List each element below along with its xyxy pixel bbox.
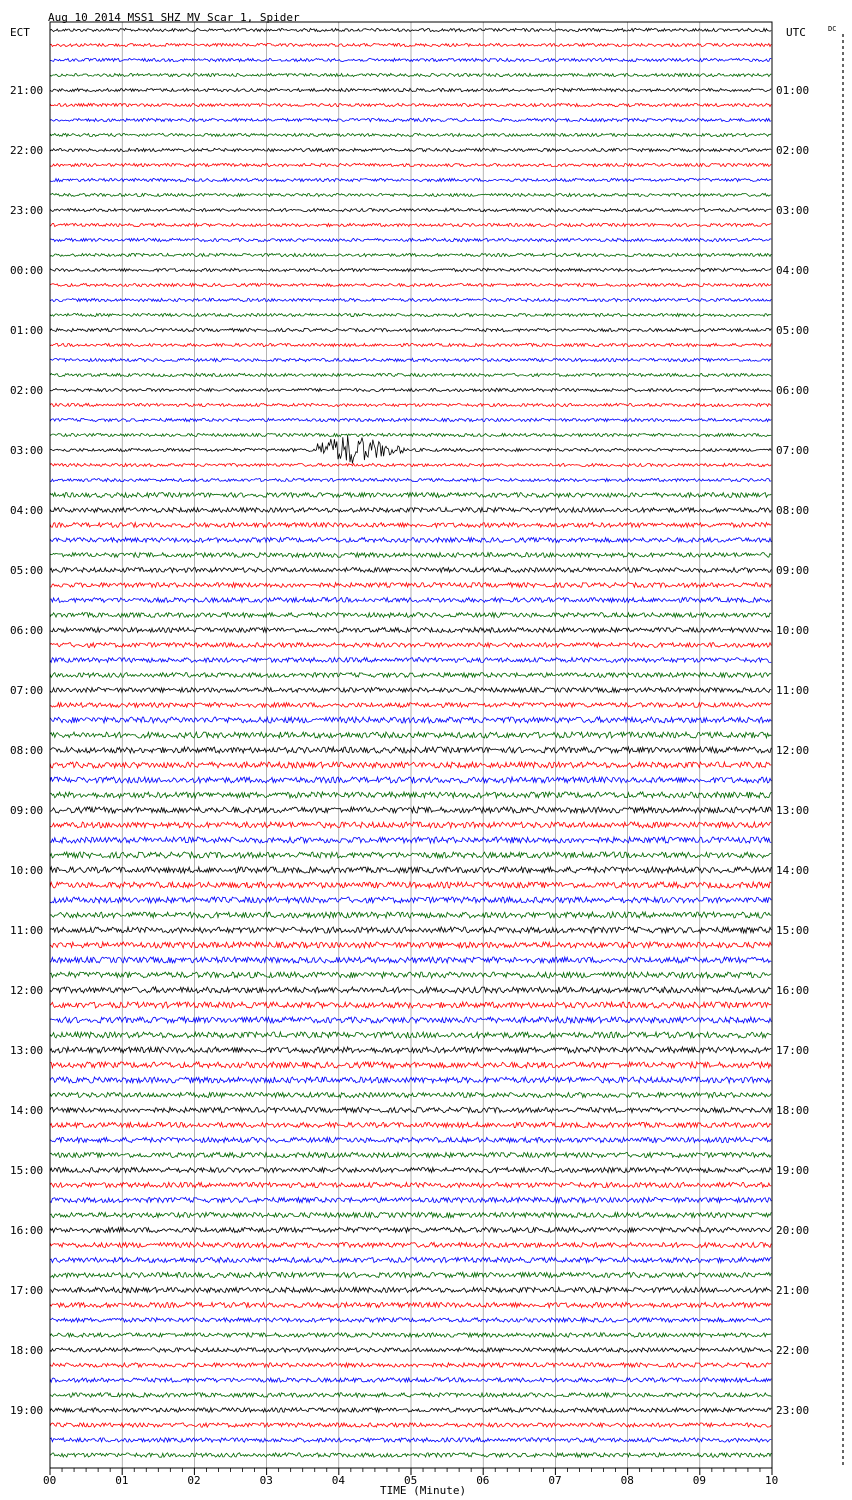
right-hour-label-12: 13:00 [776, 804, 810, 817]
right-hour-label-16: 17:00 [776, 1044, 810, 1057]
trace-15 [50, 253, 771, 256]
trace-67 [50, 1032, 771, 1038]
left-hour-label-16: 13:00 [10, 1044, 44, 1057]
trace-63 [50, 972, 771, 978]
trace-72 [50, 1107, 771, 1112]
trace-36 [50, 568, 771, 573]
left-hour-label-10: 07:00 [10, 684, 44, 697]
trace-41 [50, 643, 771, 648]
trace-26 [50, 418, 771, 421]
x-tick-label-9: 09 [692, 1474, 707, 1487]
trace-27 [50, 433, 771, 436]
trace-65 [50, 1002, 771, 1008]
trace-85 [50, 1302, 771, 1307]
trace-40 [50, 628, 771, 633]
trace-45 [50, 703, 771, 708]
trace-8 [50, 148, 771, 151]
trace-24 [50, 388, 771, 391]
trace-2 [50, 58, 771, 61]
right-hour-label-2: 03:00 [776, 204, 810, 217]
corner-label: DC [828, 25, 837, 33]
trace-34 [50, 538, 771, 543]
trace-66 [50, 1017, 771, 1023]
trace-5 [50, 103, 771, 106]
x-tick-group [43, 1468, 778, 1487]
right-hour-label-21: 22:00 [776, 1344, 810, 1357]
trace-17 [50, 283, 771, 286]
right-hour-label-8: 09:00 [776, 564, 810, 577]
trace-58 [50, 897, 771, 903]
right-hour-label-9: 10:00 [776, 624, 810, 637]
trace-57 [50, 882, 771, 888]
trace-50 [50, 777, 771, 783]
trace-13 [50, 223, 771, 226]
chart-title: Aug 10 2014 MSS1 SHZ MV Scar 1, Spider [48, 11, 300, 24]
x-tick-label-10: 10 [765, 1474, 779, 1487]
right-hour-label-4: 05:00 [776, 324, 810, 337]
trace-95 [50, 1453, 771, 1457]
left-hour-label-22: 19:00 [10, 1404, 44, 1417]
right-axis-label: UTC [786, 26, 806, 39]
trace-22 [50, 358, 771, 361]
trace-18 [50, 298, 771, 301]
trace-14 [50, 238, 771, 241]
trace-29 [50, 463, 771, 466]
right-hour-label-22: 23:00 [776, 1404, 810, 1417]
left-axis-label: ECT [10, 26, 30, 39]
trace-32 [50, 508, 771, 513]
trace-16 [50, 268, 771, 271]
left-hour-label-1: 22:00 [10, 144, 44, 157]
left-hour-label-7: 04:00 [10, 504, 44, 517]
right-hour-label-1: 02:00 [776, 144, 810, 157]
trace-83 [50, 1272, 771, 1277]
trace-25 [50, 403, 771, 406]
trace-69 [50, 1062, 771, 1068]
trace-91 [50, 1393, 771, 1397]
trace-55 [50, 852, 771, 858]
trace-92 [50, 1408, 771, 1412]
trace-46 [50, 717, 771, 723]
trace-93 [50, 1423, 771, 1427]
left-hour-label-5: 02:00 [10, 384, 44, 397]
trace-21 [50, 343, 771, 346]
right-hour-label-13: 14:00 [776, 864, 810, 877]
x-tick-label-2: 02 [187, 1474, 201, 1487]
trace-51 [50, 792, 771, 798]
left-hour-label-8: 05:00 [10, 564, 44, 577]
trace-42 [50, 658, 771, 663]
trace-82 [50, 1257, 771, 1262]
left-hour-label-6: 03:00 [10, 444, 44, 457]
left-hour-label-3: 00:00 [10, 264, 44, 277]
trace-31 [50, 493, 771, 498]
left-hour-label-14: 11:00 [10, 924, 44, 937]
trace-4 [50, 88, 771, 91]
x-tick-label-4: 04 [331, 1474, 346, 1487]
trace-10 [50, 178, 771, 181]
left-hour-label-18: 15:00 [10, 1164, 44, 1177]
right-hour-label-3: 04:00 [776, 264, 810, 277]
trace-35 [50, 553, 771, 558]
trace-49 [50, 762, 771, 768]
left-hour-label-11: 08:00 [10, 744, 44, 757]
x-tick-label-3: 03 [259, 1474, 273, 1487]
right-hour-label-20: 21:00 [776, 1284, 810, 1297]
right-hour-label-10: 11:00 [776, 684, 810, 697]
trace-20 [50, 328, 771, 331]
trace-6 [50, 118, 771, 121]
left-hour-label-20: 17:00 [10, 1284, 44, 1297]
trace-48 [50, 747, 771, 753]
right-hour-label-6: 07:00 [776, 444, 810, 457]
x-tick-label-1: 01 [115, 1474, 129, 1487]
right-hour-label-17: 18:00 [776, 1104, 810, 1117]
trace-56 [50, 867, 771, 873]
left-hour-label-12: 09:00 [10, 804, 44, 817]
trace-68 [50, 1047, 771, 1053]
trace-60 [50, 927, 771, 933]
x-tick-label-6: 06 [476, 1474, 490, 1487]
x-tick-label-7: 07 [548, 1474, 562, 1487]
trace-74 [50, 1137, 771, 1142]
trace-11 [50, 193, 771, 196]
trace-61 [50, 942, 771, 948]
trace-3 [50, 73, 771, 76]
trace-90 [50, 1378, 771, 1382]
trace-94 [50, 1438, 771, 1442]
left-hour-label-4: 01:00 [10, 324, 44, 337]
trace-38 [50, 598, 771, 603]
trace-73 [50, 1122, 771, 1127]
left-hour-label-0: 21:00 [10, 84, 44, 97]
left-hour-label-13: 10:00 [10, 864, 44, 877]
trace-70 [50, 1077, 771, 1083]
right-hour-label-0: 01:00 [776, 84, 810, 97]
trace-53 [50, 822, 771, 828]
trace-12 [50, 208, 771, 211]
trace-39 [50, 613, 771, 618]
right-hour-label-14: 15:00 [776, 924, 810, 937]
trace-59 [50, 912, 771, 918]
trace-84 [50, 1287, 771, 1292]
trace-28 [50, 436, 771, 464]
trace-87 [50, 1333, 771, 1337]
trace-79 [50, 1212, 771, 1217]
trace-37 [50, 583, 771, 588]
trace-64 [50, 987, 771, 993]
trace-54 [50, 837, 771, 843]
trace-30 [50, 478, 771, 481]
right-hour-label-15: 16:00 [776, 984, 810, 997]
right-hour-label-18: 19:00 [776, 1164, 810, 1177]
trace-47 [50, 732, 771, 738]
left-hour-label-21: 18:00 [10, 1344, 44, 1357]
trace-76 [50, 1168, 771, 1173]
trace-7 [50, 133, 771, 136]
trace-52 [50, 807, 771, 813]
x-tick-label-8: 08 [620, 1474, 634, 1487]
x-axis-label: TIME (Minute) [380, 1484, 467, 1497]
left-hour-label-19: 16:00 [10, 1224, 44, 1237]
x-tick-label-0: 00 [43, 1474, 57, 1487]
right-hour-label-19: 20:00 [776, 1224, 810, 1237]
right-hour-label-5: 06:00 [776, 384, 810, 397]
trace-1 [50, 43, 771, 46]
trace-44 [50, 688, 771, 693]
left-hour-label-15: 12:00 [10, 984, 44, 997]
left-hour-label-2: 23:00 [10, 204, 44, 217]
trace-80 [50, 1227, 771, 1232]
trace-62 [50, 957, 771, 963]
trace-78 [50, 1197, 771, 1202]
right-hour-label-11: 12:00 [776, 744, 810, 757]
trace-75 [50, 1152, 771, 1157]
trace-23 [50, 373, 771, 376]
left-hour-label-9: 06:00 [10, 624, 44, 637]
trace-43 [50, 673, 771, 678]
left-hour-label-17: 14:00 [10, 1104, 44, 1117]
trace-88 [50, 1348, 771, 1352]
x-tick-label-5: 05 [404, 1474, 418, 1487]
right-hour-label-7: 08:00 [776, 504, 810, 517]
trace-group [50, 28, 771, 1457]
trace-71 [50, 1092, 771, 1097]
trace-77 [50, 1182, 771, 1187]
trace-9 [50, 163, 771, 166]
trace-86 [50, 1318, 771, 1322]
trace-89 [50, 1363, 771, 1367]
trace-81 [50, 1242, 771, 1247]
trace-33 [50, 523, 771, 528]
trace-0 [50, 28, 771, 31]
trace-19 [50, 313, 771, 316]
